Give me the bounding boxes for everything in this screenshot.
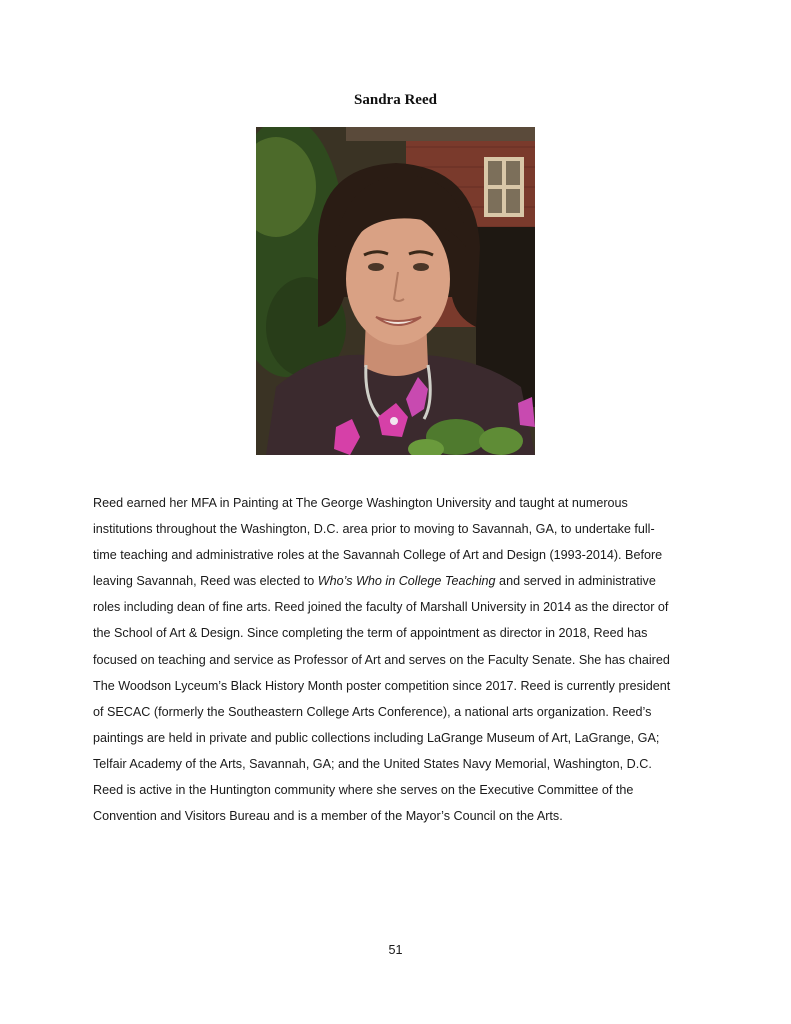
bio-line: Reed is active in the Huntington community where she serves on the Executive Committee of the <box>93 783 634 798</box>
bio-line: of SECAC (formerly the Southeastern College Arts Conference), a national arts organization. Reed’s <box>93 704 652 719</box>
portrait-photo <box>256 127 535 455</box>
bio-line: paintings are held in private and public collections including LaGrange Museum of Art, LaGrange, GA; <box>93 730 660 745</box>
bio-line: The Woodson Lyceum’s Black History Month poster competition since 2017. Reed is currently president <box>93 678 671 693</box>
bio-line: focused on teaching and service as Professor of Art and serves on the Faculty Senate. She has chaired <box>93 652 670 667</box>
bio-line <box>93 568 699 594</box>
page-title: Sandra Reed <box>354 92 437 108</box>
bio-line: Convention and Visitors Bureau and is a member of the Mayor’s Council on the Arts. <box>93 809 563 824</box>
bio-line: the School of Art & Design. Since completing the term of appointment as director in 2018, Reed has <box>93 626 648 641</box>
bio-line: Telfair Academy of the Arts, Savannah, GA; and the United States Navy Memorial, Washington, D.C. <box>93 756 652 771</box>
biography-paragraph <box>93 490 699 829</box>
page-number: 51 <box>388 943 403 957</box>
bio-line: Reed earned her MFA in Painting at The George Washington University and taught at numerous <box>93 496 628 510</box>
bio-text: and served in administrative <box>495 574 656 589</box>
bio-text: leaving Savannah, Reed was elected to <box>93 574 318 589</box>
bio-line: time teaching and administrative roles at the Savannah College of Art and Design (1993-2014). Before <box>93 548 663 563</box>
bio-line: institutions throughout the Washington, D.C. area prior to moving to Savannah, GA, to undertake full- <box>93 522 655 537</box>
publication-title: Who’s Who in College Teaching <box>317 574 496 589</box>
portrait-illustration <box>256 127 535 455</box>
bio-line: roles including dean of fine arts. Reed joined the faculty of Marshall University in 2014 as the director of <box>93 600 669 615</box>
